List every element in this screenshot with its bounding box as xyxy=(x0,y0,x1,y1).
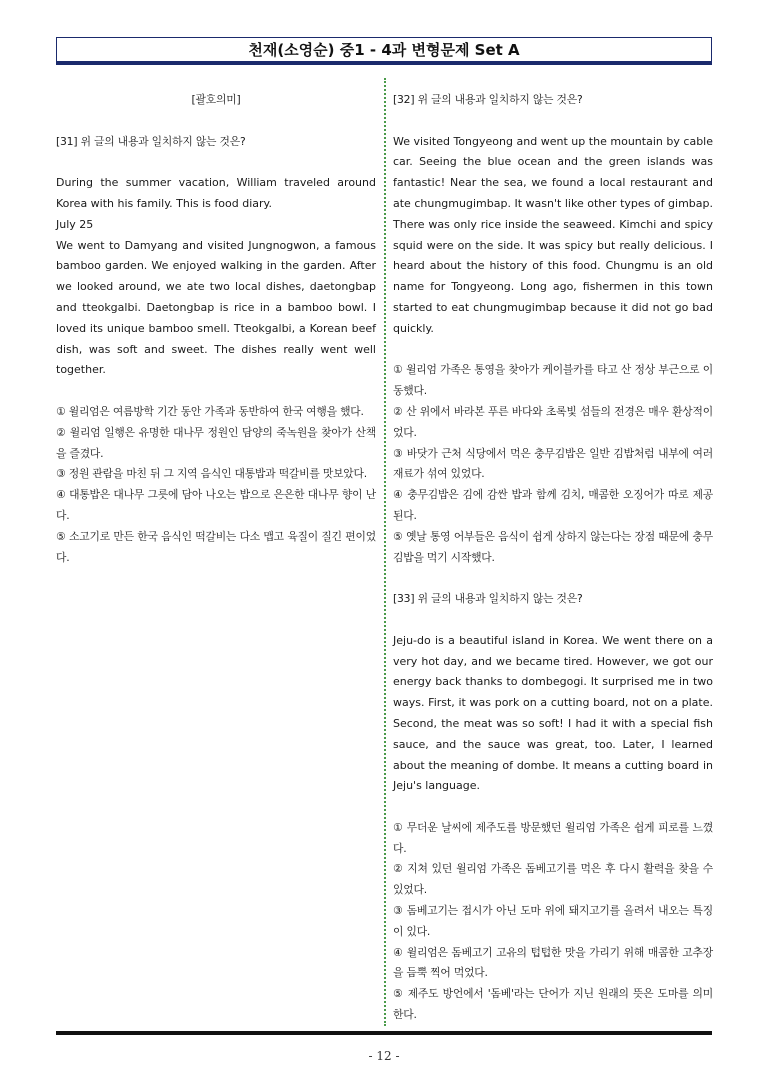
passage-33: Jeju-do is a beautiful island in Korea. We went there on a very hot day, and we became tired. However, we got our energy back thanks to dombegogi. It surprised me in two ways. First, it was pork on a cutting board, not on a plate. Second, the meat was so soft! I had it with a special fish sauce, and the sauce was great, too. Later, I learned about the meaning of dombe. It means a cutting board in Jeju's language. xyxy=(393,633,713,793)
option-31-3: ③ 정원 관람을 마친 뒤 그 지역 음식인 대통밥과 떡갈비를 맛보았다. xyxy=(56,467,368,481)
passage-31-date: July 25 xyxy=(56,217,94,231)
option-33-5: ⑤ 제주도 방언에서 '돔베'라는 단어가 지닌 원래의 뜻은 도마를 의미한다. xyxy=(393,987,713,1022)
option-33-2: ② 지쳐 있던 윌리엄 가족은 돔베고기를 먹은 후 다시 활력을 찾을 수 있었다. xyxy=(393,862,713,897)
option-32-5: ⑤ 옛날 통영 어부들은 음식이 쉽게 상하지 않는다는 장점 때문에 충무김밥을 먹기 시작했다. xyxy=(393,529,713,564)
option-33-1: ① 무더운 날씨에 제주도를 방문했던 윌리엄 가족은 쉽게 피로를 느꼈다. xyxy=(393,820,713,855)
question-33: [33] 위 글의 내용과 일치하지 않는 것은? xyxy=(393,592,583,606)
page-title: 천재(소영순) 중1 - 4과 변형문제 Set A xyxy=(56,37,712,65)
option-32-3: ③ 바닷가 근처 식당에서 먹은 충무김밥은 일반 김밥처럼 내부에 여러 재료가 섞여 있었다. xyxy=(393,446,713,481)
option-31-5: ⑤ 소고기로 만든 한국 음식인 떡갈비는 다소 맵고 육질이 질긴 편이었다. xyxy=(56,529,376,564)
passage-32: We visited Tongyeong and went up the mountain by cable car. Seeing the blue ocean and the green islands was fantastic! Near the sea, we found a local restaurant and ate chungmugimbap. It wasn't like other types of gimbap. There was only rice inside the seaweed. Kimchi and spicy squid were on the side. It was spicy but really delicious. I heard about the history of this food. Chungmu is an old name for Tongyeong. Long ago, fishermen in this town started to eat chungmugimbap because it did not go bad quickly. xyxy=(393,134,713,335)
option-31-2: ② 윌리엄 일행은 유명한 대나무 정원인 담양의 죽녹원을 찾아가 산책을 즐겼다. xyxy=(56,425,376,460)
column-divider xyxy=(384,78,386,1026)
option-31-4: ④ 대통밥은 대나무 그릇에 담아 나오는 밥으로 은은한 대나무 향이 난다. xyxy=(56,488,376,522)
section-label: [괄호의미] xyxy=(191,93,241,106)
option-32-1: ① 윌리엄 가족은 통영을 찾아가 케이블카를 타고 산 정상 부근으로 이동했다. xyxy=(393,363,713,398)
question-31: [31] 위 글의 내용과 일치하지 않는 것은? xyxy=(56,134,246,148)
left-column xyxy=(56,90,376,568)
page-number: - 12 - xyxy=(368,1049,400,1063)
passage-31-intro: During the summer vacation, William traveled around Korea with his family. This is food diary. xyxy=(56,176,376,210)
right-column xyxy=(393,90,713,1026)
option-32-4: ④ 충무김밥은 김에 감싼 밥과 함께 김치, 매콤한 오징어가 따로 제공된다. xyxy=(393,488,713,522)
passage-31-body: We went to Damyang and visited Jungnogwon, a famous bamboo garden. We enjoyed walking in the garden. After we looked around, we ate two local dishes, daetongbap and tteokgalbi. Daetongbap is rice in a bamboo bowl. I loved its unique bamboo smell. Tteokgalbi, a Korean beef dish, was soft and sweet. The dishes really went well together. xyxy=(56,238,376,377)
question-32: [32] 위 글의 내용과 일치하지 않는 것은? xyxy=(393,93,583,106)
option-33-3: ③ 돔베고기는 접시가 아닌 도마 위에 돼지고기를 올려서 내오는 특징이 있다. xyxy=(393,904,713,938)
bottom-rule xyxy=(56,1031,712,1035)
option-33-4: ④ 윌리엄은 돔베고기 고유의 텁텁한 맛을 가리기 위해 매콤한 고추장을 듬뿍 찍어 먹었다. xyxy=(393,945,713,980)
option-32-2: ② 산 위에서 바라본 푸른 바다와 초록빛 섬들의 전경은 매우 환상적이었다. xyxy=(393,404,713,439)
option-31-1: ① 윌리엄은 여름방학 기간 동안 가족과 동반하여 한국 여행을 했다. xyxy=(56,404,364,418)
